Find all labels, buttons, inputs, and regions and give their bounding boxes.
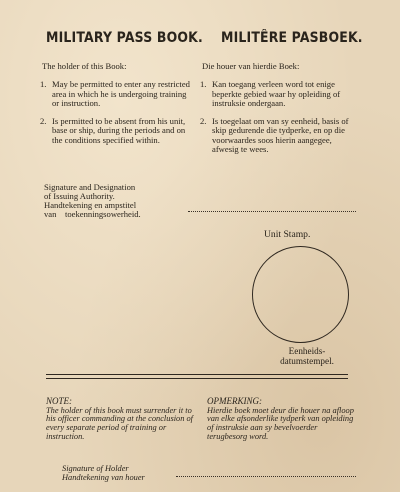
divider-rule: [46, 378, 348, 379]
afrikaans-heading: Die houer van hierdie Boek:: [202, 61, 300, 71]
note-afrikaans: [207, 397, 357, 442]
item-text: May be permitted to enter any restricted area in which he is undergoing training or instruction.: [52, 79, 190, 108]
holder-signature-line-2: Handtekening van houer: [62, 472, 145, 482]
item-text: Is toegelaat om van sy eenheid, basis of skip gedurende die tydperke, en op die voorwaardes soos hierin aangegee, afwesig te wees.: [212, 116, 349, 154]
note-heading: NOTE:: [46, 396, 73, 406]
signature-line-1: Signature and Designation: [44, 182, 136, 192]
list-item: [200, 80, 358, 108]
title-english: MILITARY PASS BOOK.: [46, 30, 203, 46]
english-conditions: [40, 62, 190, 154]
english-heading: The holder of this Book:: [42, 61, 127, 71]
note-text: The holder of this book must surrender it to his officer commanding at the conclusion of every separate period of training or instruction.: [46, 405, 194, 442]
holder-signature-line-1: Signature of Holder: [62, 464, 129, 473]
note-text: Hierdie boek moet deur die houer na afloop van elke afsonderlike tydperk van opleiding of instruksie aan sy bevelvoerder terugbesorg word.: [207, 405, 354, 442]
item-text: Kan toegang verleen word tot enige beperkte gebied waar hy opleiding of instruksie ondergaan.: [212, 79, 341, 108]
holder-signature-label: [62, 465, 145, 483]
list-item: [200, 117, 358, 154]
stamp-sub-line-2: datumstempel.: [280, 356, 334, 367]
stamp-sub-line-1: Eenheids-: [288, 346, 326, 356]
item-text: Is permitted to be absent from his unit, base or ship, during the periods and on the conditions specified within.: [52, 116, 186, 145]
list-item: [40, 117, 190, 145]
unit-stamp-circle: [252, 246, 349, 343]
issuing-authority-signature-field[interactable]: [188, 211, 356, 212]
signature-line-4: van toekenningsowerheid.: [44, 209, 141, 220]
afrikaans-conditions: [200, 62, 358, 163]
item-number: 1.: [40, 79, 47, 90]
issuing-authority-signature-label: [44, 183, 374, 219]
item-number: 2.: [200, 116, 207, 127]
list-item: [40, 80, 190, 108]
unit-stamp-label: Unit Stamp.: [264, 229, 311, 240]
note-english: [46, 397, 196, 442]
divider-rule: [46, 374, 348, 375]
item-number: 2.: [40, 116, 47, 127]
holder-signature-field[interactable]: [176, 476, 356, 477]
title-afrikaans: MILITÊRE PASBOEK.: [221, 30, 363, 46]
signature-line-3: Handtekening en ampstitel: [44, 200, 137, 211]
note-heading: OPMERKING:: [207, 396, 262, 406]
item-number: 1.: [200, 79, 207, 90]
signature-line-2: of Issuing Authority.: [44, 191, 115, 202]
unit-stamp-sublabel: [272, 346, 342, 367]
